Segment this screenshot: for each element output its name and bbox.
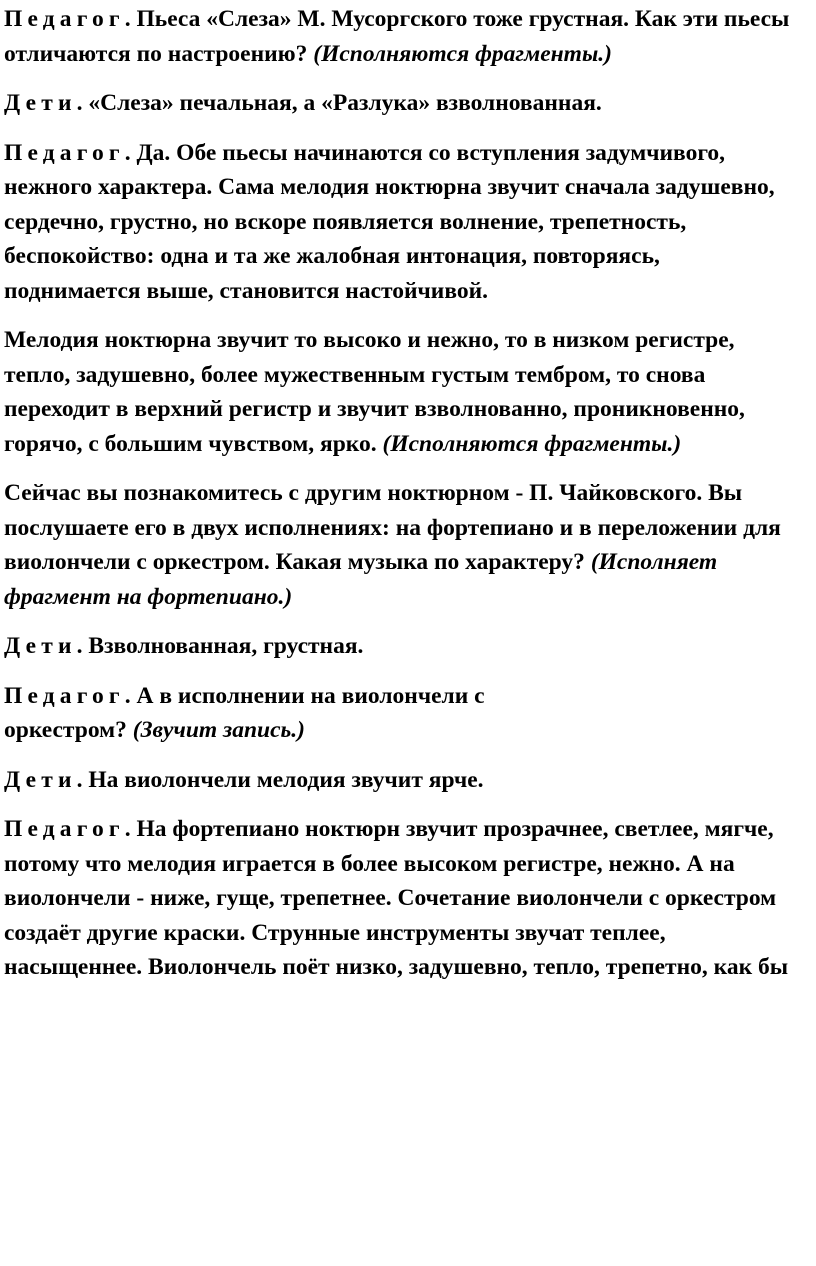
paragraph-text: На фортепиано ноктюрн звучит прозрачнее, светлее, мягче, потому что мелодия играется в более высоком регистре, нежно. А на виолончели - ниже, гуще, трепетнее. Сочетание виолончели с оркестром создаёт другие краски. Струнные инструменты звучат теплее, насыщеннее. Виолончель поёт низко, задушевно, тепло, трепетно, как бы bbox=[4, 816, 789, 980]
stage-remark: (Исполняются фрагменты.) bbox=[382, 430, 682, 457]
paragraph-3: Педагог. Да. Обе пьесы начинаются со вступления задумчивого, нежного характера. Сама мелодия ноктюрна звучит сначала задушевно, сердечно, грустно, но вскоре появляется волнение, трепетность, беспокойство: одна и та же жалобная интонация, повторяясь, поднимается выше, становится настойчивой. bbox=[4, 139, 775, 304]
paragraph-9: Педагог. На фортепиано ноктюрн звучит прозрачнее, светлее, мягче, потому что мелодия играется в более высоком регистре, нежно. А на виолончели - ниже, гуще, трепетнее. Сочетание виолончели с оркестром создаёт другие краски. Струнные инструменты звучат теплее, насыщеннее. Виолончель поёт низко, задушевно, тепло, трепетно, как бы bbox=[4, 816, 789, 980]
paragraph-text: «Слеза» печальная, а «Разлука» взволнованная. bbox=[88, 90, 602, 116]
speaker-label: Дети bbox=[4, 90, 77, 116]
paragraph-text: А в исполнении на виолончели с оркестром? bbox=[4, 682, 485, 743]
speaker-label: Педагог bbox=[4, 682, 125, 709]
paragraph-text: Взволнованная, грустная. bbox=[88, 633, 364, 659]
speaker-label: Дети bbox=[4, 633, 77, 659]
paragraph-text: Пьеса «Слеза» М. Мусоргского тоже грустная. Как эти пьесы отличаются по настроению? bbox=[4, 6, 790, 67]
paragraph-5 bbox=[4, 476, 802, 614]
speaker-label: Дети bbox=[4, 766, 77, 793]
paragraph-6: Дети. Взволнованная, грустная. bbox=[4, 633, 364, 659]
paragraph-4 bbox=[4, 323, 802, 461]
speaker-label: Педагог bbox=[4, 816, 125, 842]
stage-remark: (Звучит запись.) bbox=[132, 717, 305, 743]
paragraph-7: Педагог. А в исполнении на виолончели с оркестром? (Звучит запись.) bbox=[4, 682, 485, 743]
paragraph-text: Сейчас вы познакомитесь с другим ноктюрном - П. Чайковского. Вы послушаете его в двух исполнениях: на фортепиано и в переложении для виолончели с оркестром. Какая музыка по характеру? bbox=[4, 480, 781, 575]
paragraph-8: Дети. На виолончели мелодия звучит ярче. bbox=[4, 766, 484, 793]
paragraph-text: Мелодия ноктюрна звучит то высоко и нежно, то в низком регистре, тепло, задушевно, более мужественным густым тембром, то снова переходит в верхний регистр и звучит взволнованно, проникновенно, горячо, с большим чувством, ярко. bbox=[4, 327, 745, 457]
paragraph-2: Дети. «Слеза» печальная, а «Разлука» взволнованная. bbox=[4, 90, 602, 116]
speaker-label: Педагог bbox=[4, 139, 125, 166]
stage-remark: (Исполняются фрагменты.) bbox=[313, 40, 612, 67]
paragraph-1: Педагог. Пьеса «Слеза» М. Мусоргского тоже грустная. Как эти пьесы отличаются по настроению? (Исполняются фрагменты.) bbox=[4, 6, 790, 67]
speaker-label: Педагог bbox=[4, 6, 125, 32]
stage-remark: (Исполняет фрагмент на фортепиано.) bbox=[4, 549, 718, 610]
paragraph-text: Да. Обе пьесы начинаются со вступления задумчивого, нежного характера. Сама мелодия ноктюрна звучит сначала задушевно, сердечно, грустно, но вскоре появляется волнение, трепетность, беспокойство: одна и та же жалобная интонация, повторяясь, поднимается выше, становится настойчивой. bbox=[4, 139, 775, 304]
paragraph-text: На виолончели мелодия звучит ярче. bbox=[88, 766, 484, 793]
